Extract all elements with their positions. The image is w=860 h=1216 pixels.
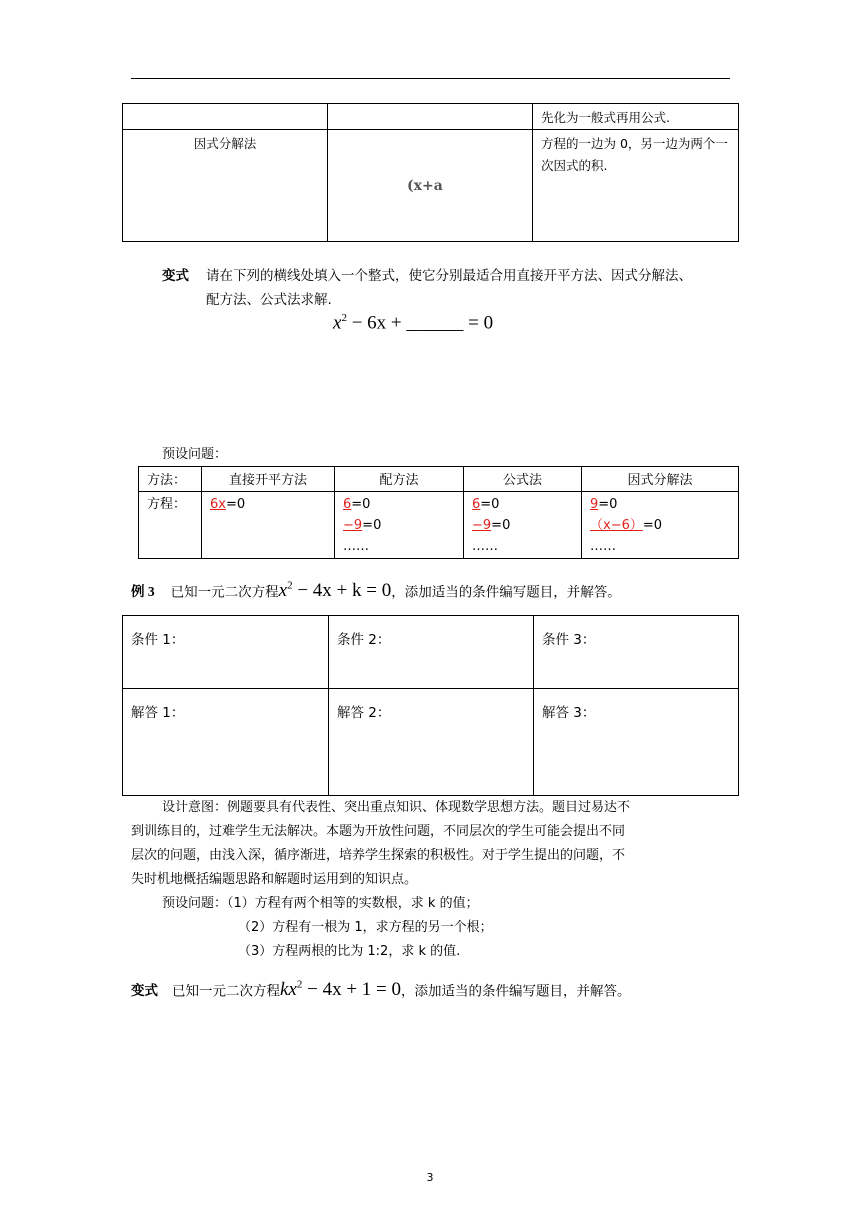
answer-3: 解答 3：	[534, 689, 739, 796]
header-direct: 直接开平方法	[202, 467, 335, 492]
preset2-q1: （1）方程有两个相等的实数根，求 k 的值；	[227, 896, 479, 911]
variant2-line	[131, 979, 631, 1001]
example3-label: 例 3	[131, 584, 155, 600]
preset-methods-table	[138, 466, 739, 559]
example3-eq-rest: − 4x + k = 0	[292, 580, 392, 602]
yinshi-l1-rest: =0	[598, 497, 618, 512]
header-yinshi: 因式分解法	[582, 467, 739, 492]
header-peifang: 配方法	[335, 467, 464, 492]
condition-3: 条件 3：	[534, 616, 739, 689]
table1-method-name: 因式分解法	[123, 130, 328, 242]
direct-value: 6x	[210, 497, 226, 512]
eq-sup: 2	[341, 312, 347, 324]
variant2-text-before: 已知一元二次方程	[172, 983, 280, 1000]
yinshi-ellipsis: ……	[590, 539, 616, 554]
eq-end: = 0	[463, 312, 494, 334]
page-number: 3	[426, 1171, 434, 1184]
cell-yinshi	[582, 492, 739, 559]
gongshi-ellipsis: ……	[472, 539, 498, 554]
variant2-text-after: ，添加适当的条件编写题目，并解答。	[401, 983, 631, 1000]
preset2-q2: （2）方程有一根为 1，求方程的另一个根；	[238, 920, 493, 935]
peifang-ellipsis: ……	[343, 539, 369, 554]
yinshi-l2-value: （x−6）	[590, 518, 643, 533]
peifang-l2-value: −9	[343, 518, 363, 533]
variant2-eq-sup: 2	[296, 979, 303, 991]
example3-eq-sup: 2	[287, 580, 293, 592]
design-intent	[131, 796, 731, 964]
table1-r1-c3: 先化为一般式再用公式.	[533, 104, 739, 130]
cell-peifang	[335, 492, 464, 559]
answer-2: 解答 2：	[329, 689, 534, 796]
condition-2: 条件 2：	[329, 616, 534, 689]
variant1-equation	[333, 312, 493, 334]
design-line3: 层次的问题，由浅入深，循序渐进，培养学生探索的积极性。对于学生提出的问题，不	[131, 848, 626, 863]
peifang-l1-value: 6	[343, 497, 352, 512]
table1-r1-c1	[123, 104, 328, 130]
table1-r1-c2	[328, 104, 533, 130]
direct-rest: =0	[225, 497, 246, 512]
variant2-eq-rest: − 4x + 1 = 0	[302, 979, 402, 1001]
example3-text-after: ，添加适当的条件编写题目，并解答。	[391, 584, 621, 601]
yinshi-l2-rest: =0	[642, 518, 663, 533]
variant1-label: 变式	[162, 268, 189, 284]
answer-1: 解答 1：	[123, 689, 329, 796]
variant2-eq-kx: kx	[280, 979, 297, 1001]
variant1-text	[206, 264, 736, 312]
header-rule	[131, 78, 730, 79]
gongshi-l2-rest: =0	[491, 518, 511, 533]
eq-mid: − 6x +	[346, 312, 407, 334]
design-line1: 设计意图：例题要具有代表性、突出重点知识、体现数学思想方法。题目过易达不	[162, 800, 631, 815]
preset2-line1	[131, 892, 731, 916]
cell-gongshi	[464, 492, 582, 559]
formula-fragment: (x+a	[407, 178, 443, 194]
preset2-label: 预设问题：	[162, 896, 228, 911]
cell-direct	[202, 492, 335, 559]
variant1-block	[162, 264, 189, 288]
header-method: 方法：	[139, 467, 202, 492]
condition-1: 条件 1：	[123, 616, 329, 689]
peifang-l1-rest: =0	[351, 497, 371, 512]
variant1-line2: 配方法、公式法求解.	[206, 292, 332, 308]
design-line2: 到训练目的，过难学生无法解决。本题为开放性问题，不同层次的学生可能会提出不同	[131, 824, 626, 839]
gongshi-l1-rest: =0	[480, 497, 500, 512]
eq-blank: ______	[406, 312, 464, 334]
example3-text-before: 已知一元二次方程	[170, 584, 279, 601]
gongshi-l1-value: 6	[472, 497, 481, 512]
preset2-q3: （3）方程两根的比为 1:2，求 k 的值.	[238, 944, 461, 959]
table1-formula-cell	[328, 130, 533, 242]
conditions-table	[122, 615, 739, 796]
header-gongshi: 公式法	[464, 467, 582, 492]
gongshi-l2-value: −9	[472, 518, 492, 533]
methods-table-continued	[122, 103, 739, 242]
yinshi-l1-value: 9	[590, 497, 599, 512]
row-label: 方程：	[139, 492, 202, 559]
variant1-line1: 请在下列的横线处填入一个整式，使它分别最适合用直接开平方法、因式分解法、	[206, 268, 692, 284]
example3-line	[131, 580, 621, 602]
preset1-title: 预设问题：	[162, 447, 228, 462]
eq-x: x	[333, 312, 342, 334]
table1-r2-c3: 方程的一边为 0，另一边为两个一次因式的积.	[533, 130, 739, 242]
peifang-l2-rest: =0	[362, 518, 382, 533]
design-line4: 失时机地概括编题思路和解题时运用到的知识点。	[131, 872, 418, 887]
example3-eq-x: x	[278, 580, 288, 602]
variant2-label: 变式	[131, 983, 158, 1000]
